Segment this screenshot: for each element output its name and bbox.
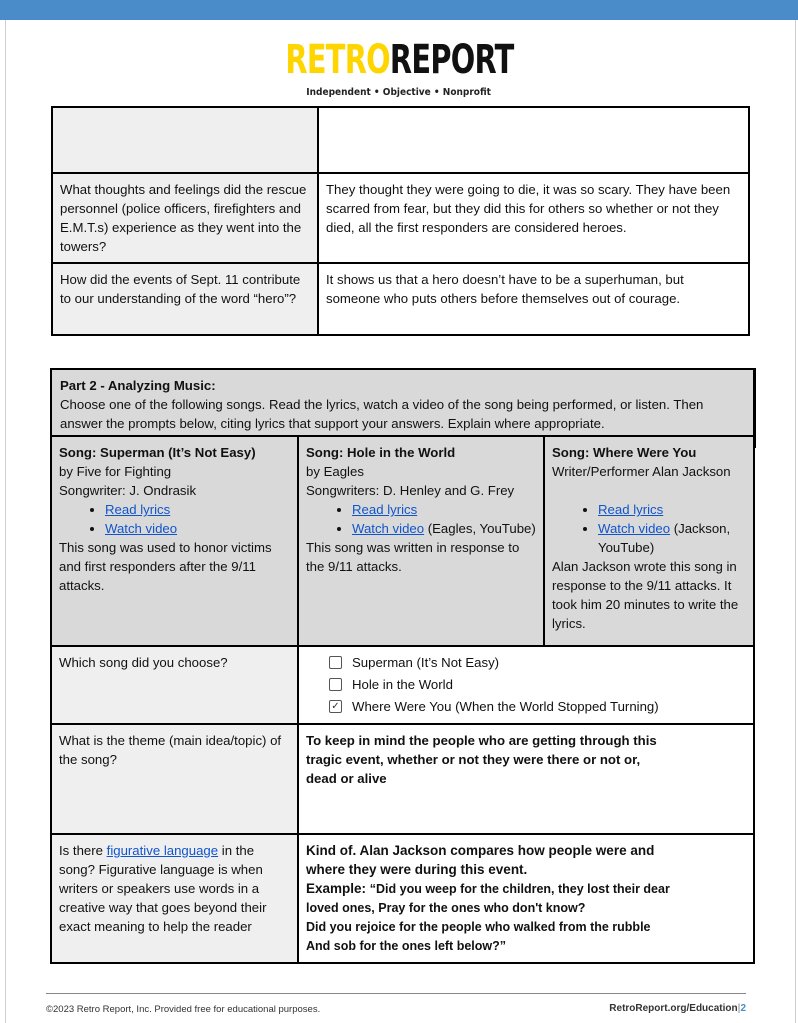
question-cell: Which song did you choose?	[51, 646, 298, 724]
table-row	[52, 263, 749, 335]
choose-row	[51, 646, 754, 724]
song-description: Alan Jackson wrote this song in response to the 9/11 attacks. It took him 20 minutes to write the lyrics.	[552, 559, 739, 631]
figurative-language-link[interactable]: figurative language	[106, 843, 219, 858]
song-title: Song: Where Were You	[552, 445, 697, 460]
song-description: This song was written in response to the 9/11 attacks.	[306, 540, 520, 574]
song-writer	[552, 481, 746, 500]
logo-retro: RETRO	[284, 37, 390, 83]
question-cell: What is the theme (main idea/topic) of the song?	[51, 724, 298, 834]
answer-intro: Kind of. Alan Jackson compares how people were and where they were during this event.	[306, 843, 655, 877]
song-card-hole-in-the-world	[298, 436, 544, 646]
song-option[interactable]	[329, 673, 746, 695]
read-lyrics-link[interactable]: Read lyrics	[352, 502, 418, 517]
song-writer: Songwriters: D. Henley and G. Frey	[306, 483, 515, 498]
footer-site	[609, 1003, 746, 1014]
question-cell	[52, 107, 318, 173]
checkbox-unchecked-icon[interactable]	[329, 656, 342, 669]
theme-answer: To keep in mind the people who are getting through this tragic event, whether or not they were there or not or, dead or alive	[306, 733, 657, 786]
figurative-answer-cell[interactable]	[298, 834, 754, 963]
song-writer: Songwriter: J. Ondrasik	[59, 483, 197, 498]
question-text: Is there	[59, 843, 107, 858]
song-description: This song was used to honor victims and first responders after the 9/11 attacks.	[59, 540, 272, 593]
song-artist: by Eagles	[306, 464, 364, 479]
song-title: Song: Superman (It’s Not Easy)	[59, 445, 256, 460]
example-lyric: “Did you weep for the children, they lost their dear loved ones, Pray for the ones who don't know?	[306, 882, 670, 915]
example-lyric: And sob for the ones left below?”	[306, 939, 506, 953]
part2-table	[50, 435, 755, 964]
logo-tagline: Independent • Objective • Nonprofit	[306, 87, 492, 98]
theme-row	[51, 724, 754, 834]
checkbox-checked-icon[interactable]: ✓	[329, 700, 342, 713]
question-text: in the song? Figurative language is when writers or speakers use words in a creative way that goes beyond their exact meaning to help the reader	[59, 843, 267, 934]
table-row	[52, 173, 749, 263]
watch-video-link[interactable]: Watch video	[105, 521, 178, 536]
example-label: Example:	[306, 881, 370, 896]
read-lyrics-link[interactable]: Read lyrics	[105, 502, 171, 517]
video-note: (Jackson, YouTube)	[598, 521, 731, 555]
song-card-where-were-you	[544, 436, 754, 646]
option-label: Hole in the World	[352, 676, 453, 692]
footer-site-link[interactable]: RetroReport.org/Education	[609, 1003, 738, 1014]
page-number: 2	[740, 1003, 746, 1014]
watch-video-link[interactable]: Watch video	[598, 521, 671, 536]
table-row	[52, 107, 749, 173]
option-label: Superman (It’s Not Easy)	[352, 654, 500, 670]
example-line	[306, 879, 693, 918]
question-cell	[51, 834, 298, 963]
song-artist: Writer/Performer Alan Jackson	[552, 464, 731, 479]
song-option[interactable]	[329, 695, 746, 717]
read-lyrics-link[interactable]: Read lyrics	[598, 502, 664, 517]
song-artist: by Five for Fighting	[59, 464, 172, 479]
question-cell: How did the events of Sept. 11 contribute to our understanding of the word “hero”?	[52, 263, 318, 335]
song-row	[51, 436, 754, 646]
question-cell: What thoughts and feelings did the rescue personnel (police officers, firefighters and E.M.T.s) experience as they went into the towers?	[52, 173, 318, 263]
answer-cell[interactable]: They thought they were going to die, it was so scary. They have been scarred from fear, but they did this for others so whether or not they died, all the first responders are considered heroes.	[318, 173, 749, 263]
watch-video-link[interactable]: Watch video	[352, 521, 425, 536]
option-label: Where Were You (When the World Stopped Turning)	[352, 698, 659, 714]
song-title: Song: Hole in the World	[306, 445, 456, 460]
footer-divider	[46, 993, 746, 994]
song-card-superman	[51, 436, 298, 646]
answer-cell[interactable]: It shows us that a hero doesn’t have to be a superhuman, but someone who puts others before themselves out of courage.	[318, 263, 749, 335]
part2-instructions: Choose one of the following songs. Read the lyrics, watch a video of the song being performed, or listen. Then answer the prompts below, citing lyrics that support your answers. Explain where appropriate.	[60, 397, 704, 431]
footer-copyright: ©2023 Retro Report, Inc. Provided free for educational purposes.	[46, 1004, 321, 1015]
theme-answer-cell[interactable]	[298, 724, 754, 834]
video-note: (Eagles, YouTube)	[424, 521, 536, 536]
figurative-row	[51, 834, 754, 963]
song-choice-cell	[298, 646, 754, 724]
part2-title: Part 2 - Analyzing Music:	[60, 378, 216, 393]
page-edge-right	[795, 20, 796, 1023]
footer-separator: |	[737, 1003, 741, 1014]
part1-table	[51, 106, 750, 336]
logo-wordmark	[285, 38, 513, 82]
answer-cell[interactable]	[318, 107, 749, 173]
top-bar	[0, 0, 798, 20]
page-edge-left	[5, 20, 6, 1023]
retro-report-logo	[0, 38, 798, 100]
song-option[interactable]	[329, 651, 746, 673]
checkbox-unchecked-icon[interactable]	[329, 678, 342, 691]
logo-report: REPORT	[389, 37, 514, 83]
example-lyric: Did you rejoice for the people who walked from the rubble	[306, 920, 651, 934]
